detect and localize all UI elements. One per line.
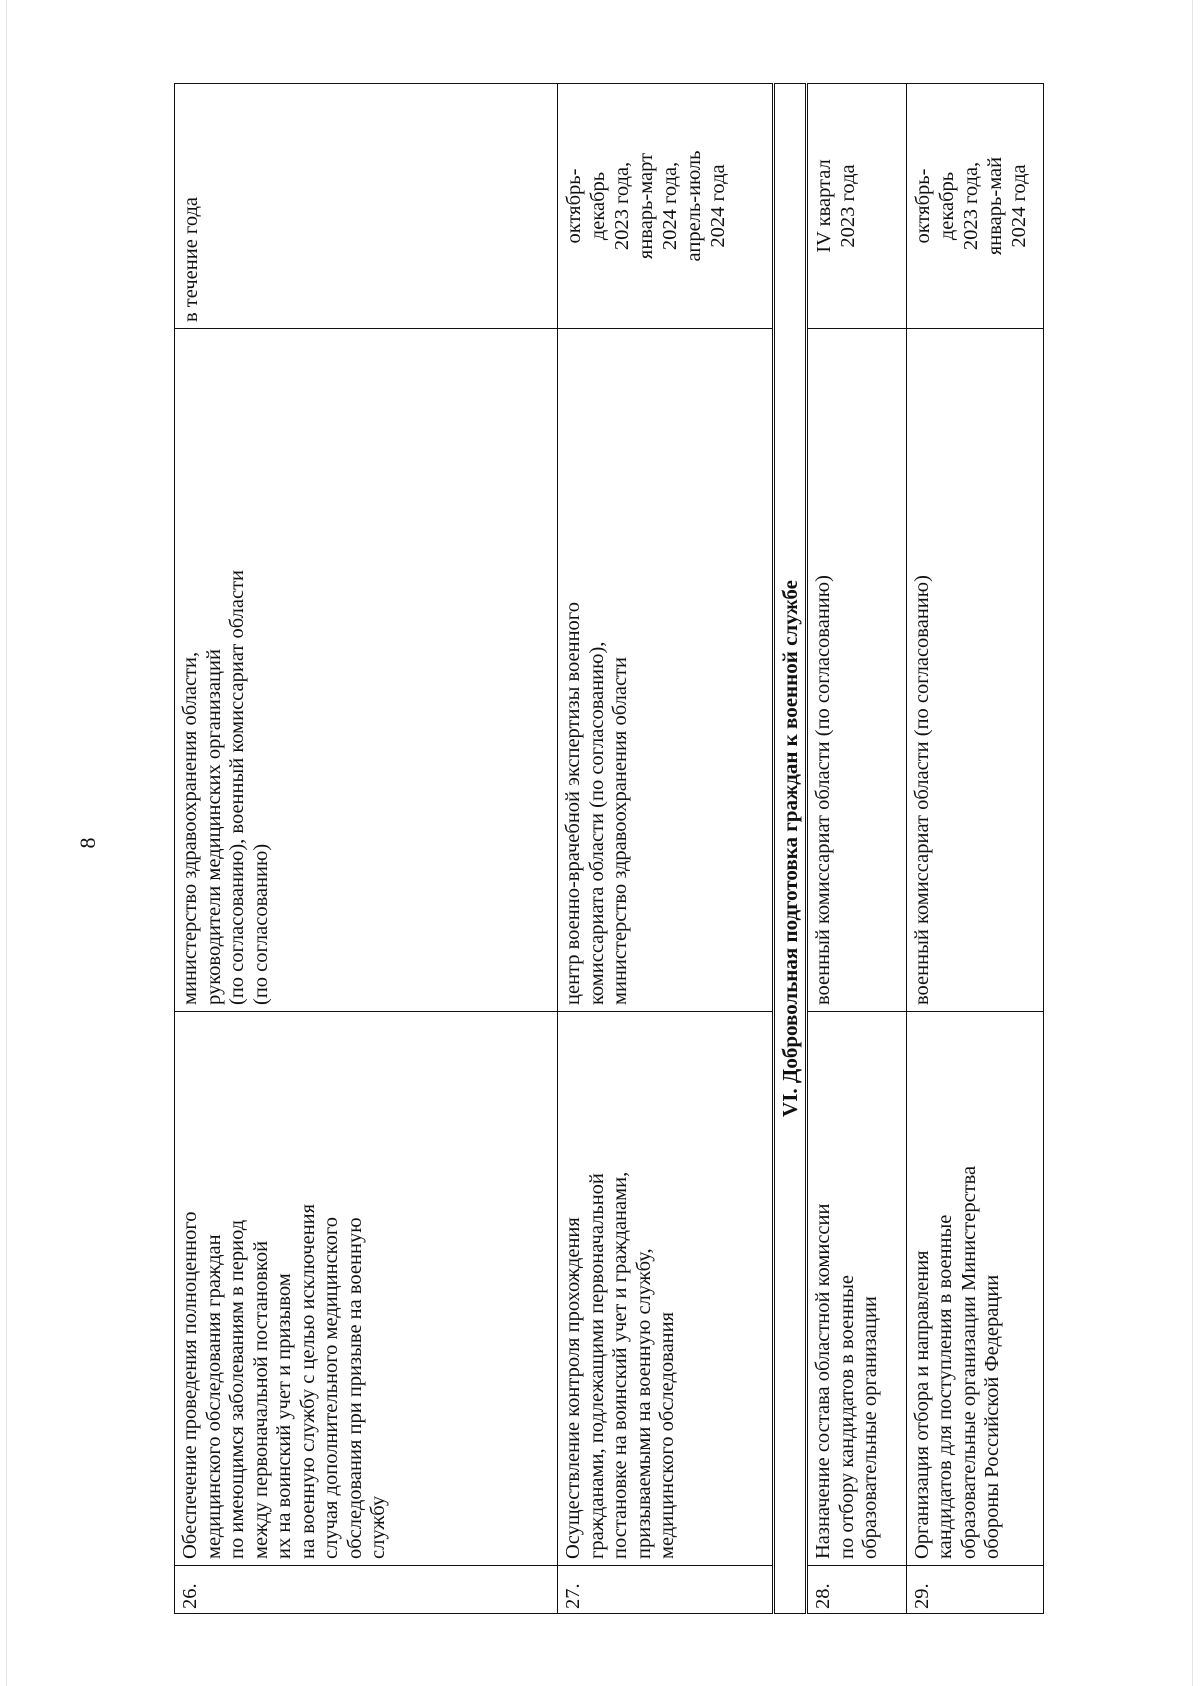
task-cell xyxy=(807,1012,906,1566)
task-line: постановке на воинский учет и гражданами, xyxy=(609,1171,632,1559)
task-line: гражданами, подлежащими первоначальной xyxy=(585,1173,608,1559)
task-line: Назначение состава областной комиссии xyxy=(812,1203,835,1559)
task-line: по имеющимся заболеваниям в период xyxy=(226,1219,248,1559)
responsible-cell xyxy=(807,329,906,1012)
period-line: апрель-июль xyxy=(683,150,706,262)
period-line: IV квартал xyxy=(813,159,836,253)
task-line: медицинского обследования xyxy=(656,1311,679,1559)
task-line: Организация отбора и направления xyxy=(910,1250,933,1559)
task-line: медицинского обследования граждан xyxy=(202,1234,225,1559)
responsible-line: министерство здравоохранения области xyxy=(609,657,632,1005)
period-line: 2024 года, xyxy=(659,161,682,251)
period-line: январь-март xyxy=(635,152,658,260)
scan-edge-right xyxy=(1192,0,1193,1686)
period-line: октябрь- xyxy=(563,168,586,244)
row-number: 28. xyxy=(807,1566,906,1614)
table-row xyxy=(558,84,774,1614)
table-row xyxy=(807,84,906,1614)
scan-edge-left xyxy=(6,0,7,1686)
task-line: обследования при призыве на военную xyxy=(343,1217,366,1559)
task-line: на военную службу с целью исключения xyxy=(296,1203,319,1559)
period-cell xyxy=(906,84,1043,329)
plan-table xyxy=(174,83,1044,1614)
row-number: 27. xyxy=(558,1566,774,1614)
task-line: Обеспечение проведения полноценного xyxy=(179,1211,201,1559)
responsible-cell xyxy=(558,329,774,1012)
section-row xyxy=(774,84,807,1614)
task-line: образовательные организации Министерства xyxy=(957,1165,980,1559)
period-line: 2024 года xyxy=(1007,164,1030,248)
responsible-line: (по согласованию), военный комиссариат области xyxy=(226,569,248,1005)
task-line: их на воинский учет и призывом xyxy=(273,1273,295,1559)
task-line: Осуществление контроля прохождения xyxy=(562,1217,585,1559)
responsible-cell xyxy=(175,329,558,1012)
task-line: образовательные организации xyxy=(859,1296,882,1559)
table-row xyxy=(175,84,558,1614)
task-line: случая дополнительного медицинского xyxy=(320,1216,342,1559)
task-line: кандидатов для поступления в военные xyxy=(934,1214,957,1559)
row-number: 29. xyxy=(906,1566,1043,1614)
responsible-line: министерство здравоохранения области, xyxy=(179,651,201,1005)
responsible-cell xyxy=(906,329,1043,1012)
responsible-line: военный комиссариат области (по согласованию) xyxy=(812,575,835,1005)
row-number: 26. xyxy=(175,1566,558,1614)
rotated-page-content xyxy=(174,84,1044,1614)
period-line: 2023 года, xyxy=(959,161,982,251)
period-line: в течение года xyxy=(180,196,202,322)
task-cell xyxy=(175,1012,558,1566)
period-line: 2023 года, xyxy=(611,161,634,251)
period-line: 2024 года xyxy=(707,164,730,248)
period-cell xyxy=(558,84,774,329)
period-line: январь-май xyxy=(983,156,1006,256)
task-cell xyxy=(906,1012,1043,1566)
period-cell xyxy=(175,84,558,329)
task-line: по отбору кандидатов в военные xyxy=(835,1275,858,1559)
task-cell xyxy=(558,1012,774,1566)
task-line: призываемыми на военную службу, xyxy=(632,1248,655,1559)
responsible-line: комиссариата области (по согласованию), xyxy=(585,641,608,1005)
responsible-line: военный комиссариат области (по согласованию) xyxy=(910,575,933,1005)
responsible-line: центр военно-врачебной экспертизы военного xyxy=(562,602,585,1005)
table-row xyxy=(906,84,1043,1614)
period-cell xyxy=(807,84,906,329)
task-line: обороны Российской Федерации xyxy=(981,1274,1004,1559)
section-title: VI. Добровольная подготовка граждан к военной службе xyxy=(774,84,807,1614)
period-line: 2023 года xyxy=(837,164,860,248)
page-number: 8 xyxy=(75,837,100,849)
task-line: службу xyxy=(367,1495,389,1559)
responsible-line: (по согласованию) xyxy=(249,843,272,1005)
period-line: декабрь xyxy=(587,171,610,241)
period-line: декабрь xyxy=(935,171,958,241)
task-line: между первоначальной постановкой xyxy=(249,1240,272,1559)
period-line: октябрь- xyxy=(911,168,934,244)
responsible-line: руководители медицинских организаций xyxy=(202,649,225,1005)
